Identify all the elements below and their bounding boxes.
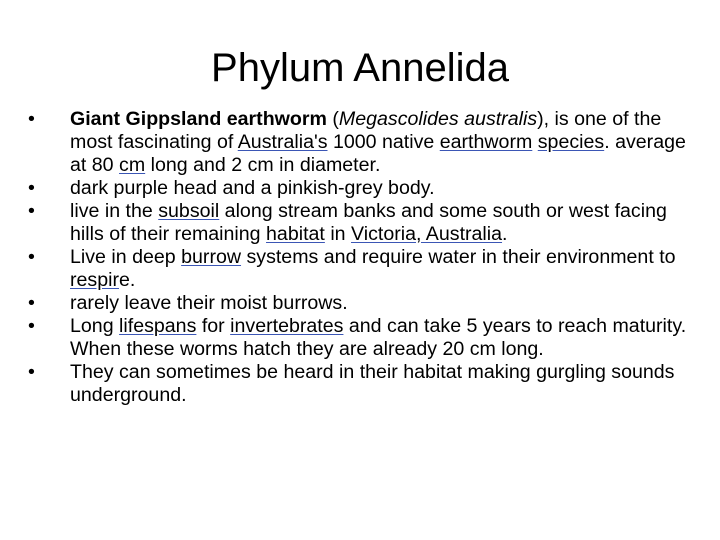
- bullet-list: [70, 108, 688, 407]
- text-span: along stream banks and some south or west facing hills of their remaining: [70, 200, 667, 245]
- text-span: ), is one of the most fascinating of: [70, 108, 662, 153]
- bold-text: Giant Gippsland earthworm: [70, 108, 327, 130]
- text-span: . average at 80: [70, 131, 686, 176]
- text-span: 1000 native: [327, 131, 440, 153]
- text-span: and can take 5 years to reach maturity. When these worms hatch they are already 20 cm long.: [70, 315, 687, 360]
- link-species[interactable]: species: [537, 131, 605, 153]
- link-australias[interactable]: Australia's: [237, 131, 328, 153]
- text-span: Long: [70, 315, 120, 337]
- link-lifespans[interactable]: lifespans: [119, 315, 197, 337]
- bullet-item-4: [70, 246, 688, 292]
- text-span: dark purple head and a pinkish-grey body.: [70, 177, 435, 199]
- text-span: long and 2 cm in diameter.: [145, 154, 381, 176]
- text-span: systems and require water in their environment to: [241, 246, 676, 268]
- text-span: (: [326, 108, 339, 130]
- text-span: Live in deep: [70, 246, 182, 268]
- bullet-item-3: [70, 200, 688, 246]
- bullet-item-2: [70, 177, 688, 200]
- bullet-item-1: [70, 108, 688, 177]
- link-cm[interactable]: cm: [119, 154, 146, 176]
- bullet-item-6: [70, 315, 688, 361]
- link-respire[interactable]: respir: [70, 269, 119, 291]
- text-span: They can sometimes be heard in their habitat making gurgling sounds underground.: [70, 361, 675, 406]
- link-habitat[interactable]: habitat: [266, 223, 325, 245]
- text-span: for: [196, 315, 231, 337]
- text-span: rarely leave their moist burrows.: [70, 292, 348, 314]
- link-subsoil[interactable]: subsoil: [158, 200, 220, 222]
- text-span: in: [324, 223, 352, 245]
- bullet-item-7: [70, 361, 688, 407]
- bullet-item-5: [70, 292, 688, 315]
- link-earthworm[interactable]: earthworm: [439, 131, 533, 153]
- text-span: e.: [119, 269, 136, 291]
- link-invertebrates[interactable]: invertebrates: [230, 315, 344, 337]
- text-span: live in the: [70, 200, 159, 222]
- link-burrow[interactable]: burrow: [181, 246, 242, 268]
- link-victoria-australia[interactable]: Victoria, Australia: [351, 223, 503, 245]
- italic-text: Megascolides australis: [338, 108, 538, 130]
- text-span: .: [502, 223, 508, 245]
- slide-title: Phylum Annelida: [211, 46, 509, 90]
